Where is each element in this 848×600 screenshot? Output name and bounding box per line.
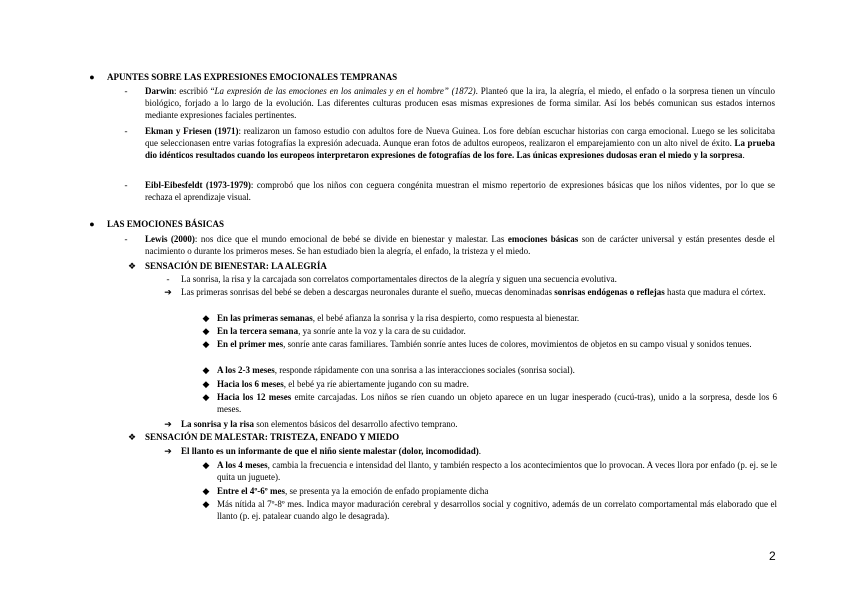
diamond-marker: ◆ (202, 313, 210, 323)
item-semanas: En las primeras semanas, el bebé afianza la sonrisa y la risa despierto, como respuesta al bienestar. (217, 313, 580, 323)
item-sonrisa-risa: La sonrisa y la risa son elementos básicos del desarrollo afectivo temprano. (181, 419, 458, 429)
item-llanto: El llanto es un informante de que el niño siente malestar (dolor, incomodidad). (181, 446, 482, 456)
diamond-marker: ◆ (202, 339, 210, 349)
diamond-marker: ◆ (202, 392, 210, 402)
section-title: LAS EMOCIONES BÁSICAS (107, 219, 225, 229)
arrow-marker: ➔ (164, 446, 172, 456)
arrow-marker: ➔ (164, 287, 172, 297)
item-6-meses: Hacia los 6 meses, el bebé ya ríe abiertamente jugando con su madre. (217, 379, 469, 389)
section-apuntes (107, 71, 787, 83)
item-4-meses: A los 4 meses, cambia la frecuencia e intensidad del llanto, y también respecto a los acontecimientos que lo provocan. A veces llora por enfado (p. ej. se le quita un juguete). (217, 460, 778, 483)
diamond-marker: ◆ (202, 486, 210, 496)
diamond-marker: ◆ (202, 326, 210, 336)
item-primeras-sonrisas: Las primeras sonrisas del bebé se deben a descargas neuronales durante el sueño, muecas denominadas sonrisas endógenas o reflejas hasta que madura el córtex. (181, 287, 766, 297)
item-2-3-meses: A los 2-3 meses, responde rápidamente con una sonrisa a las interacciones sociales (sonrisa social). (217, 365, 575, 375)
bullet-dot: ● (89, 219, 95, 229)
item-sonrisa: La sonrisa, la risa y la carcajada son correlatos comportamentales directos de la alegría y siguen una secuencia evolutiva. (181, 274, 617, 284)
dash-marker: - (124, 126, 128, 136)
dash-marker: - (166, 274, 170, 284)
section-emociones (107, 218, 787, 230)
diamond-marker: ◆ (202, 365, 210, 375)
subsection-malestar: SENSACIÓN DE MALESTAR: TRISTEZA, ENFADO Y MIEDO (145, 432, 400, 442)
diamond-marker: ◆ (202, 499, 210, 509)
arrow-marker: ➔ (164, 419, 172, 429)
bullet-dot: ● (89, 72, 95, 82)
item-ekman: Ekman y Friesen (1971): realizaron un famoso estudio con adultos fore de Nueva Guinea. Los fore debían escuchar historias con carga emocional. Luego se les solicitaba que seleccionasen entre varias fotografías la expresión adecuada. Aunque eran fotos de adultos europeos, realizaron el emparejamiento con un alto nivel de éxito. La prueba dio idénticos resultados cuando los europeos interpretaron expresiones de fotografías de los fore. Las únicas expresiones dudosas eran el miedo y la sorpresa. (145, 126, 775, 161)
item-7-8-mes: Más nítida al 7º-8º mes. Indica mayor maduración cerebral y desarrollos social y cognitivo, además de un correlato comportamental más elaborado que el llanto (p. ej. patalear cuando algo le desagrada). (217, 499, 777, 522)
item-primer-mes: En el primer mes, sonríe ante caras familiares. También sonríe antes luces de colores, movimientos de objetos en su campo visual y sonidos tenues. (217, 339, 752, 349)
diamond-marker: ◆ (202, 379, 210, 389)
dash-marker: - (124, 180, 128, 190)
item-lewis: Lewis (2000): nos dice que el mundo emocional de bebé se divide en bienestar y malestar. Las emociones básicas son de carácter universal y están presentes desde el nacimiento o durante los primeros meses. Se han estudiado bien la alegría, el enfado, la tristeza y el miedo. (145, 234, 775, 257)
item-tercera-semana: En la tercera semana, ya sonríe ante la voz y la cara de su cuidador. (217, 326, 466, 336)
item-12-meses: Hacia los 12 meses emite carcajadas. Los niños se ríen cuando un objeto aparece en un lugar inesperado (cucú-tras), unido a la sorpresa, desde los 6 meses. (217, 392, 777, 415)
item-eibl: Eibl-Eibesfeldt (1973-1979): comprobó que los niños con ceguera congénita muestran el mismo repertorio de expresiones básicas que los niños videntes, por lo que se rechaza el aprendizaje visual. (145, 180, 775, 203)
subsection-bienestar: SENSACIÓN DE BIENESTAR: LA ALEGRÍA (145, 261, 327, 271)
item-4-6-mes: Entre el 4º-6º mes, se presenta ya la emoción de enfado propiamente dicha (217, 486, 489, 496)
star-marker: ❖ (127, 432, 137, 442)
dash-marker: - (124, 86, 128, 96)
diamond-marker: ◆ (202, 460, 210, 470)
star-marker: ❖ (127, 261, 137, 271)
item-darwin: Darwin: escribió “La expresión de las emociones en los animales y en el hombre” (1872). Planteó que la ira, la alegría, el miedo, el enfado o la sorpresa tienen un vínculo biológico, forjado a lo largo de la evolución. Las diferentes culturas producen esas mismas expresiones de forma similar. Así los bebés comunican sus estados internos mediante expresiones faciales pertinentes. (145, 86, 775, 121)
dash-marker: - (124, 234, 128, 244)
page-number: 2 (769, 549, 776, 563)
section-title: APUNTES SOBRE LAS EXPRESIONES EMOCIONALES TEMPRANAS (107, 72, 398, 82)
